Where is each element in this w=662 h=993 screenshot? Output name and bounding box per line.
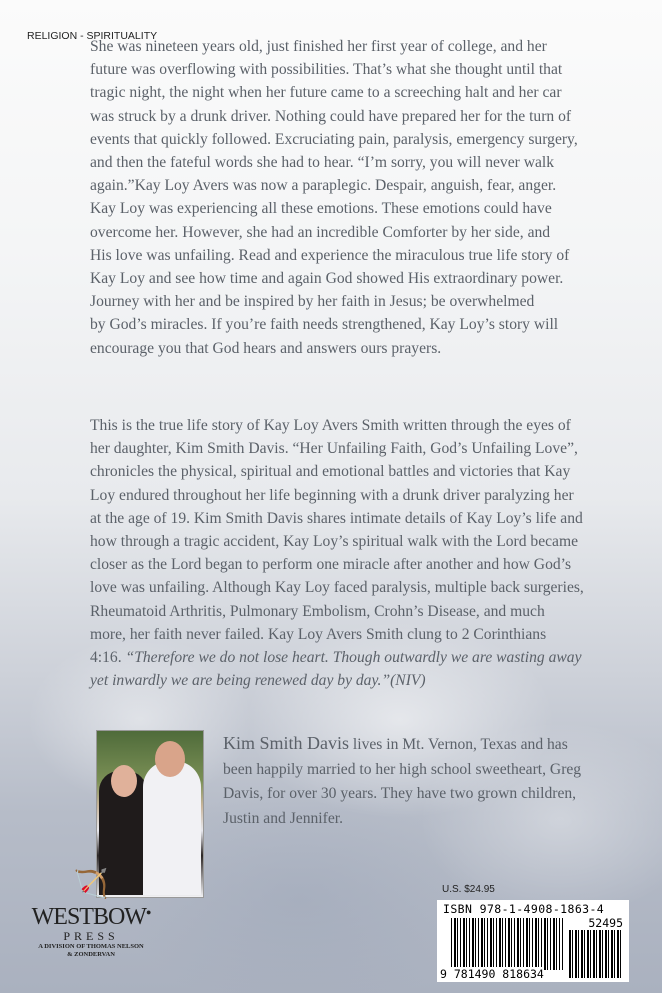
description-line: Loy endured throughout her life beginning with a drunk driver paralyzing her [90, 486, 574, 504]
description-line: She was nineteen years old, just finished her first year of college, and her [90, 38, 547, 55]
isbn-barcode [437, 900, 629, 982]
author-name: Kim Smith Davis [223, 733, 350, 753]
publisher-logo: 🏹 WESTBOW● PRESS A DIVISION OF THOMAS NELSON & ZONDERVAN [26, 870, 156, 959]
addon-barcode-bars [569, 930, 623, 978]
isbn-label: ISBN 978-1-4908-1863-4 [443, 902, 605, 916]
description-paragraph-2 [90, 414, 590, 692]
description-line: future was overflowing with possibilities. That’s what she thought until that [90, 61, 563, 79]
scripture-quote: yet inwardly we are being renewed day by day.”(NIV) [90, 672, 426, 690]
description-line: how through a tragic accident, Kay Loy’s spiritual walk with the Lord became [90, 533, 579, 551]
description-line: encourage you that God hears and answers ours prayers. [90, 339, 442, 357]
price-label: U.S. $24.95 [442, 884, 495, 895]
description-line: Journey with her and be inspired by her faith in Jesus; be overwhelmed [90, 293, 535, 311]
barcode-number: 9 781490 818634 [440, 967, 544, 981]
scripture-quote: “Therefore we do not lose heart. Though outwardly we are wasting away [125, 649, 582, 667]
description-line: This is the true life story of Kay Loy Avers Smith written through the eyes of [90, 417, 571, 434]
description-line: events that quickly followed. Excruciating pain, paralysis, emergency surgery, [90, 130, 578, 148]
category-label: RELIGION - SPIRITUALITY [27, 30, 158, 42]
description-line: her daughter, Kim Smith Davis. “Her Unfailing Faith, God’s Unfailing Love”, [90, 440, 578, 458]
description-line: at the age of 19. Kim Smith Davis shares intimate details of Kay Loy’s life and [90, 509, 583, 527]
description-line: overcome her. However, she had an incredible Comforter by her side, and [90, 223, 551, 241]
author-bio: Kim Smith Davis lives in Mt. Vernon, Texas and has been happily married to her high school sweetheart, Greg Davis, for over 30 years. They have two grown children, Justin and Jennifer. [223, 733, 582, 827]
description-line: His love was unfailing. Read and experience the miraculous true life story of [90, 246, 570, 264]
description-line: closer as the Lord began to perform one miracle after another and how God’s [90, 556, 572, 574]
description-line: Rheumatoid Arthritis, Pulmonary Embolism, Crohn’s Disease, and much [90, 602, 545, 620]
description-line: chronicles the physical, spiritual and emotional battles and victories that Kay [90, 463, 571, 481]
addon-number: 52495 [588, 916, 623, 930]
description-paragraph-1 [90, 35, 590, 360]
description-line: 4:16. “Therefore we do not lose heart. Though outwardly we are wasting away [90, 649, 582, 667]
description-line: and then the fateful words she had to hear. “I’m sorry, you will never walk [90, 154, 555, 172]
description-line: more, her faith never failed. Kay Loy Avers Smith clung to 2 Corinthians [90, 625, 547, 643]
description-line: tragic night, the night when her future came to a screeching halt and her car [90, 84, 562, 102]
description-line: was struck by a drunk driver. Nothing could have prepared her for the turn of [90, 107, 572, 125]
description-line: Kay Loy and see how time and again God showed His extraordinary power. [90, 270, 564, 288]
description-line: again.”Kay Loy Avers was now a paraplegic. Despair, anguish, fear, anger. [90, 177, 557, 195]
archer-icon: 🏹 [73, 869, 109, 900]
description-line: love was unfailing. Although Kay Loy faced paralysis, multiple back surgeries, [90, 579, 584, 597]
barcode-bars [451, 918, 563, 970]
description-line: by God’s miracles. If you’re faith needs strengthened, Kay Loy’s story will [90, 316, 559, 334]
description-line: Kay Loy was experiencing all these emotions. These emotions could have [90, 200, 552, 218]
